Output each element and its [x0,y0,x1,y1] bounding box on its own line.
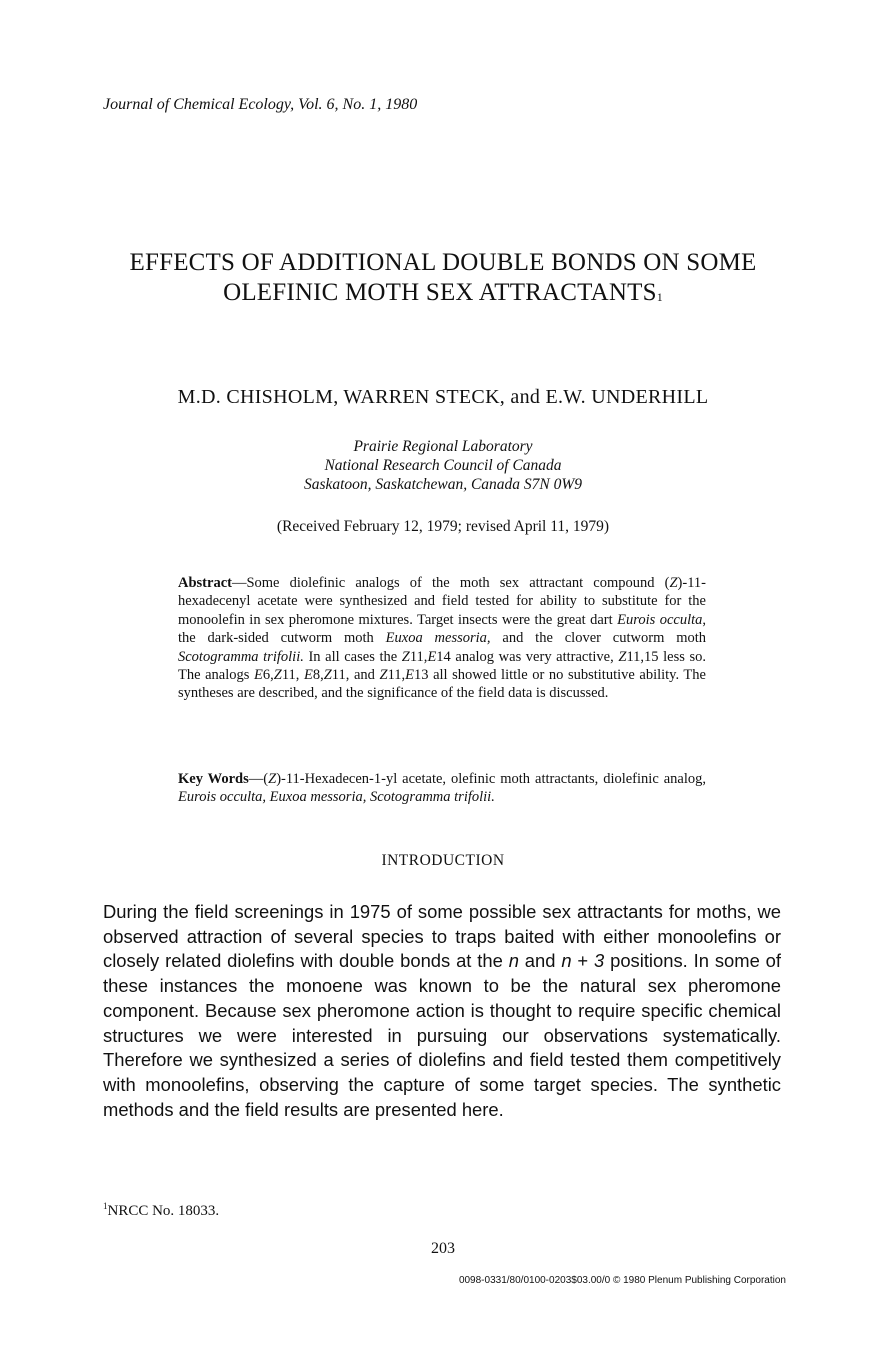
footnote-mark: 1 [103,1201,108,1211]
abstract-text: and the clover cutworm moth [490,630,707,647]
abstract-text: 8, [312,667,324,684]
abstract-text: )-11-hexadecenyl acetate were synthesized and field tested for ability to substitute for the monoolefin in sex pheromone mixtures. Target insects were the great dart [178,575,706,628]
abstract-italic: Z [618,648,627,665]
abstract-text: 13 all showed little or no substitutive ability. The syntheses are described, and the significance of the field data is discussed. [178,667,706,702]
abstract-italic: E [405,667,415,684]
key-words-dash: — [248,771,264,787]
abstract-italic: Z [669,575,678,591]
intro-text: + [571,950,594,972]
affiliation-line-2: National Research Council of Canada [324,457,562,474]
abstract-text: 11, [387,667,406,684]
abstract-italic: Z [273,667,282,684]
abstract-text: 11, and [331,667,380,684]
title-line-2 [60,278,826,308]
abstract-text: 11,15 less so. The analogs [178,648,707,684]
intro-text: positions. In some of these instances the monoene was known to be the natural sex pheromone component. Because sex pheromone action is thought to require specific chemical structures we were interested in pursuing our observations systematically. Therefore we synthesized a series of diolefins and field tested them competitively with monoolefins, observing the capture of some target species. The synthetic methods and the field results are presented here. [103,950,781,1120]
title-line-2-text: OLEFINIC MOTH SEX ATTRACTANTS [223,279,657,306]
intro-math: 3 [594,950,605,972]
abstract-italic: E [427,648,437,665]
abstract-text: 11, [409,648,428,665]
introduction-paragraph [103,900,781,1122]
copyright-line: 0098-0331/80/0100-0203$03.00/0 © 1980 Plenum Publishing Corporation [458,1275,786,1286]
page-number: 203 [431,1240,455,1257]
footnote [103,1201,219,1220]
affiliation-line-3: Saskatoon, Saskatchewan, Canada S7N 0W9 [303,476,583,493]
affiliation-line-1: Prairie Regional Laboratory [353,438,533,455]
key-words-species: Eurois occulta, Euxoa messoria, Scotogramma trifolii. [178,789,495,806]
abstract-species: Euxoa messoria, [385,630,491,647]
key-words-label: Key Words [178,771,249,787]
key-words-italic: Z [268,771,277,787]
title-line-1: EFFECTS OF ADDITIONAL DOUBLE BONDS ON SOME [129,249,757,276]
abstract-italic: E [254,667,263,684]
intro-text: During the field screenings in 1975 of some possible sex attractants for moths, we observed attraction of several species to traps baited with either monoolefins or closely related diolefins with double bonds at the [103,901,781,972]
title-footnote-mark: 1 [656,290,663,304]
author-list: M.D. CHISHOLM, WARREN STECK, and E.W. UNDERHILL [177,386,709,408]
journal-citation: Journal of Chemical Ecology, Vol. 6, No. 1, 1980 [103,96,418,113]
intro-math: n [508,950,519,972]
abstract-italic: Z [323,667,332,684]
abstract-text: Some diolefinic analogs of the moth sex attractant compound ( [246,575,670,591]
abstract-italic: E [303,667,313,684]
footnote-text: NRCC No. 18033. [107,1203,220,1219]
intro-text: and [518,950,562,972]
abstract-label: Abstract [178,575,232,591]
key-words-text: )-11-Hexadecen-1-yl acetate, olefinic moth attractants, diolefinic analog, [276,771,706,787]
abstract-text: 11, [281,667,304,684]
abstract-species: Eurois occulta [617,611,703,628]
abstract-italic: Z [401,648,410,665]
abstract-dash: — [231,575,247,591]
paper-title [60,248,826,308]
abstract-text: , the dark-sided cutworm moth [178,611,707,647]
abstract-text: In all cases the [303,648,402,665]
received-dates: (Received February 12, 1979; revised April 11, 1979) [276,518,610,535]
key-words [178,770,706,807]
intro-math: n [561,950,572,972]
key-words-text: ( [263,771,269,787]
section-heading-introduction: INTRODUCTION [381,852,505,869]
abstract-text: 6, [262,667,274,684]
abstract-text: 14 analog was very attractive, [436,648,619,665]
abstract-italic: Z [379,667,388,684]
abstract [178,574,706,703]
abstract-species: Scotogramma trifolii. [178,648,304,665]
affiliation [60,437,826,494]
